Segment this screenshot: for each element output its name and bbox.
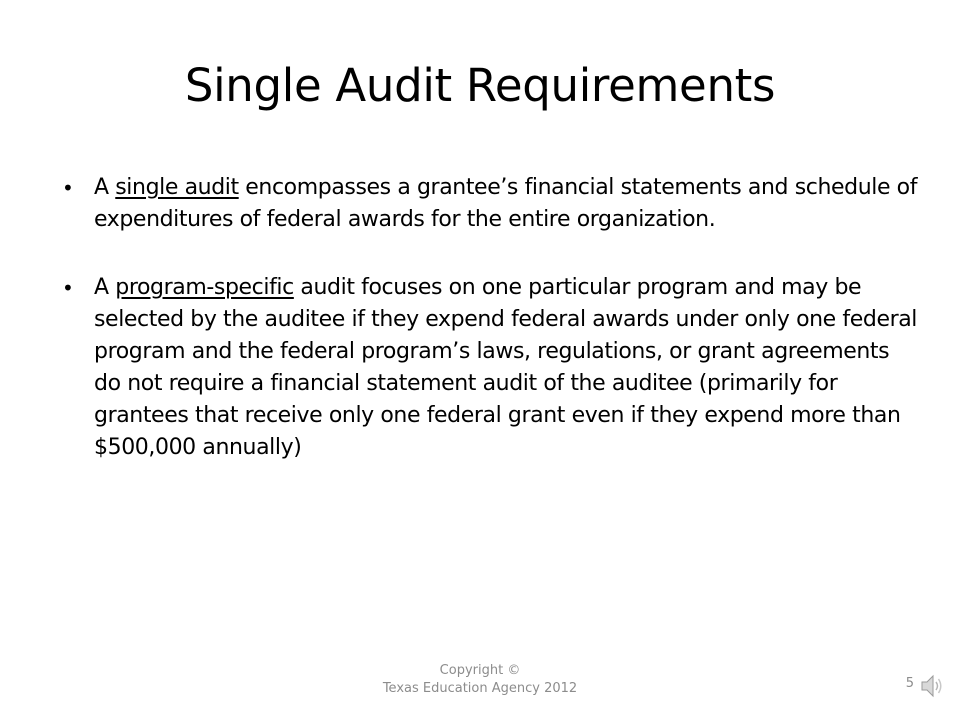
- bullet-icon: •: [62, 276, 74, 300]
- bullet-item: [58, 272, 918, 464]
- bullet-prefix: A: [94, 275, 116, 300]
- speaker-icon[interactable]: [920, 672, 944, 700]
- bullet-icon: •: [62, 176, 74, 200]
- page-number: 5: [905, 676, 914, 691]
- slide-body: [58, 172, 918, 464]
- slide-footer: [330, 662, 630, 698]
- bullet-term: program-specific: [115, 275, 294, 300]
- footer-copyright: Copyright ©: [439, 663, 521, 678]
- footer-agency: Texas Education Agency 2012: [382, 681, 578, 696]
- bullet-item: [58, 172, 918, 236]
- bullet-term: single audit: [115, 175, 239, 200]
- bullet-text: encompasses a grantee’s financial statements and schedule of expenditures of federal awards for the entire organization.: [94, 175, 918, 232]
- speaker-icon-graphic: [920, 672, 944, 700]
- slide-title: Single Audit Requirements: [184, 59, 776, 112]
- bullet-text: audit focuses on one particular program and may be selected by the auditee if they expend federal awards under only one federal program and the federal program’s laws, regulations, or grant agreements do not require a financial statement audit of the auditee (primarily for grantees that receive only one federal grant even if they expend more than $500,000 annually): [94, 275, 918, 460]
- bullet-prefix: A: [94, 175, 116, 200]
